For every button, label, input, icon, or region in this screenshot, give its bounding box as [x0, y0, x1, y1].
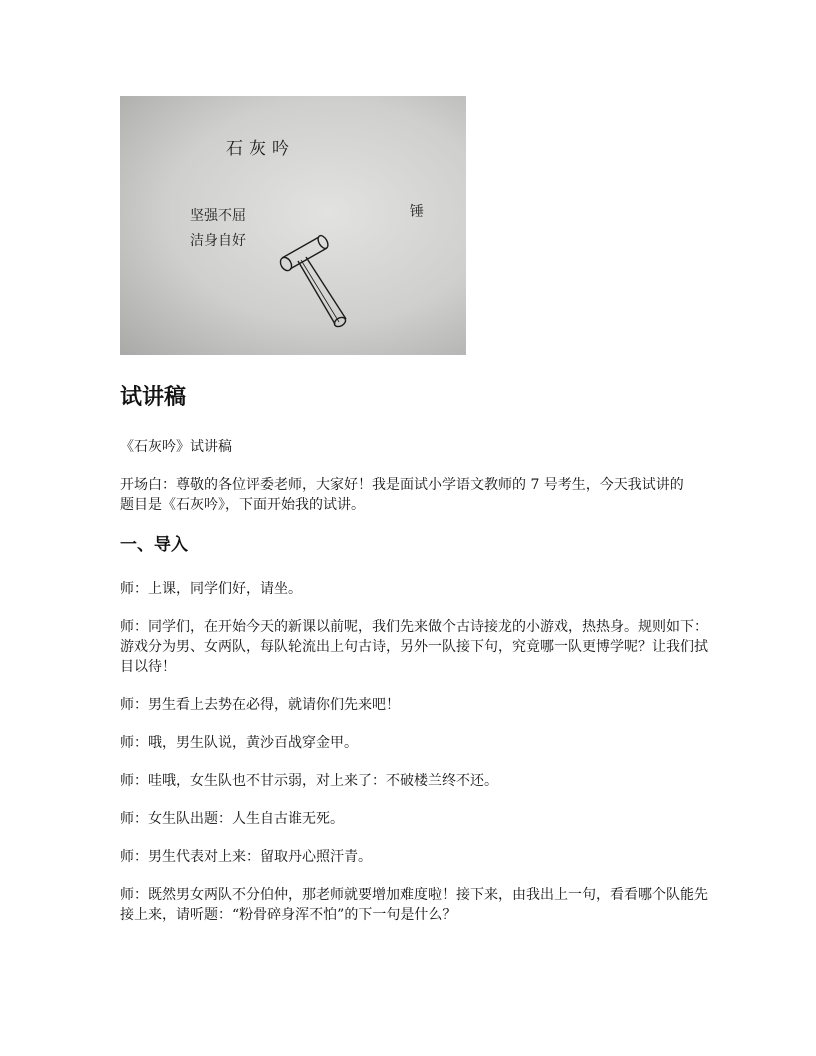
hammer-sketch	[120, 96, 466, 355]
handwritten-title: 石灰吟	[226, 139, 295, 159]
doc-subtitle: 《石灰吟》试讲稿	[120, 439, 232, 455]
dialogue-line: 师：哇哦，女生队也不甘示弱，对上来了：不破楼兰终不还。	[120, 773, 498, 789]
doc-title: 试讲稿	[120, 385, 187, 410]
handwritten-right: 锤	[410, 204, 424, 220]
dialogue-line: 师：同学们，在开始今天的新课以前呢，我们先来做个古诗接龙的小游戏，热热身。规则如下：游戏分为男、女两队，每队轮流出上句古诗，另外一队接下句，究竟哪一队更博学呢？让我们拭目以待！	[120, 619, 708, 675]
dialogue-line: 师：男生看上去势在必得，就请你们先来吧！	[120, 697, 400, 713]
dialogue-line: 师：女生队出题：人生自古谁无死。	[120, 811, 344, 827]
dialogue-list	[120, 579, 720, 925]
document-page	[120, 96, 720, 925]
hammer-drawing	[278, 234, 347, 329]
dialogue-line: 师：既然男女两队不分伯仲，那老师就要增加难度啦！接下来，由我出上一句，看看哪个队能先接上来，请听题：“粉骨碎身浑不怕”的下一句是什么？	[120, 887, 708, 923]
blackboard-photo	[120, 96, 466, 355]
handwritten-line2: 洁身自好	[190, 233, 246, 249]
intro-paragraph: 开场白：尊敬的各位评委老师，大家好！我是面试小学语文教师的 7 号考生，今天我试讲的题目是《石灰吟》，下面开始我的试讲。	[120, 477, 684, 513]
handwritten-line1: 坚强不屈	[190, 208, 246, 224]
dialogue-line: 师：男生代表对上来：留取丹心照汗青。	[120, 849, 372, 865]
dialogue-line: 师：哦，男生队说，黄沙百战穿金甲。	[120, 735, 358, 751]
section-heading: 一、导入	[120, 535, 188, 555]
dialogue-line: 师：上课，同学们好，请坐。	[120, 581, 302, 597]
